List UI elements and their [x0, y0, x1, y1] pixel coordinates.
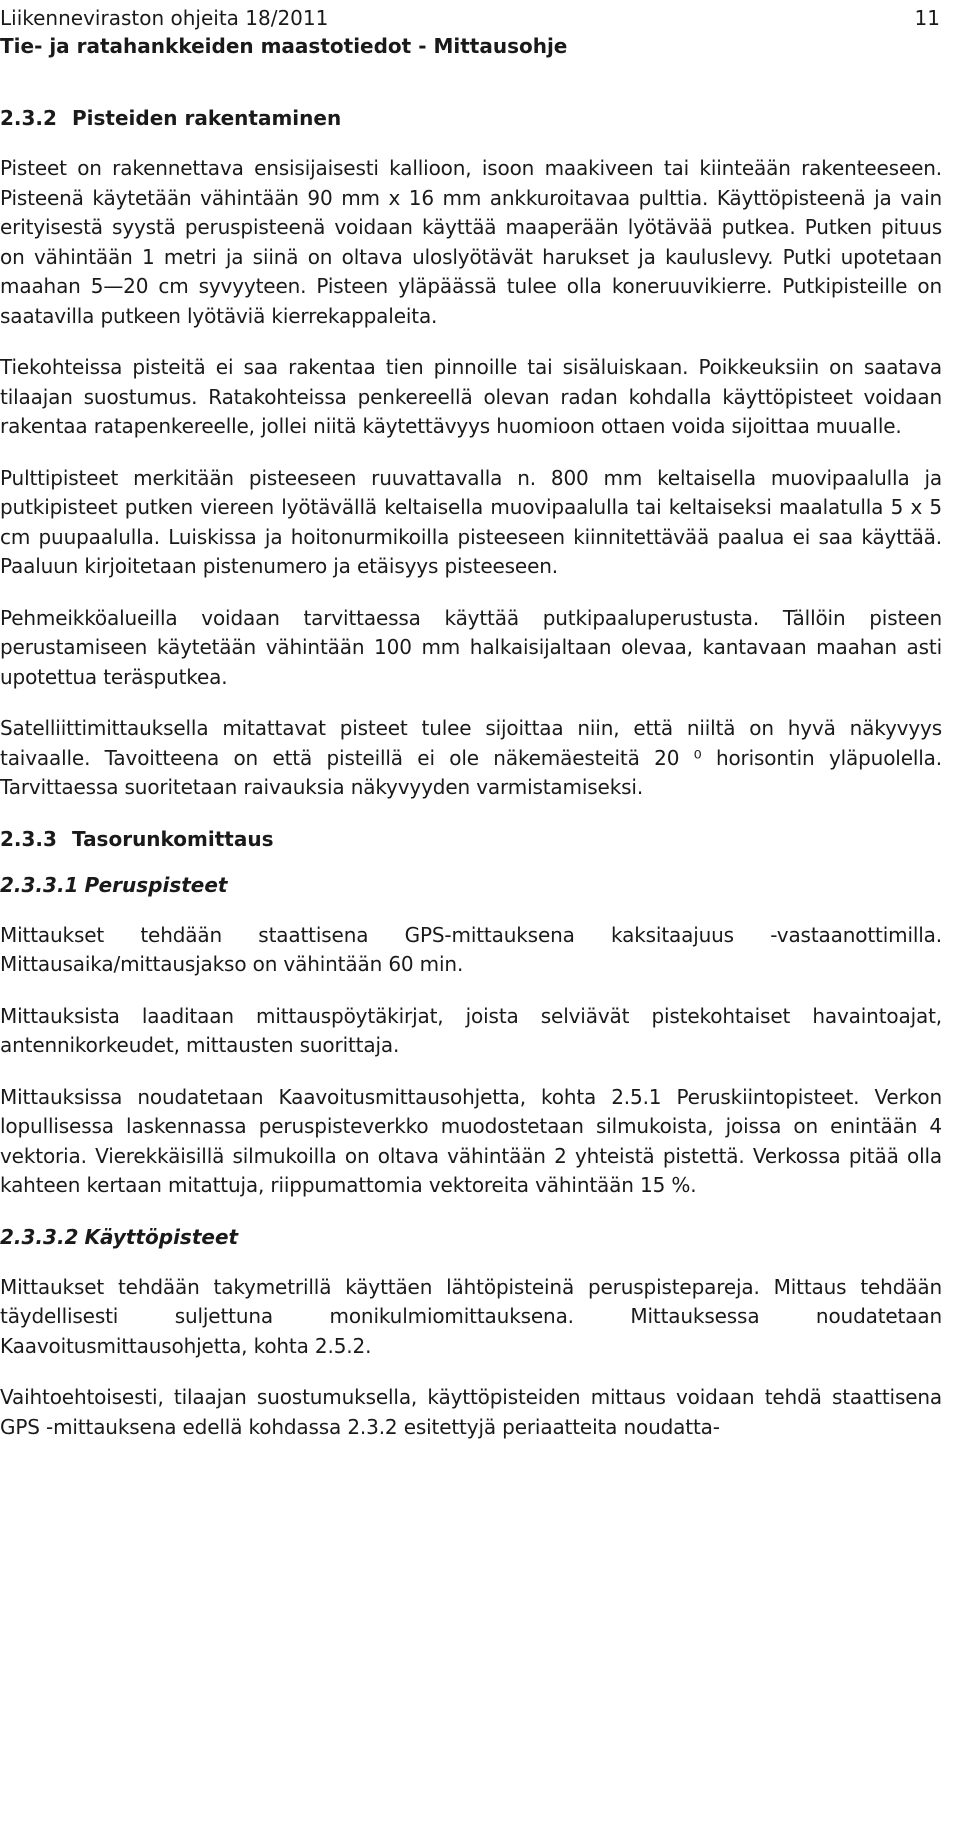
subsection-title: Käyttöpisteet [84, 1224, 239, 1249]
subsection-heading [0, 871, 942, 899]
section-title: Pisteiden rakentaminen [72, 106, 342, 130]
paragraph: Pisteet on rakennettava ensisijaisesti kallioon, isoon maakiveen tai kiinteään rakenteeseen. Pisteenä käytetään vähintään 90 mm x 16 mm ankkuroitavaa pulttia. Käyttöpisteenä ja vain erityisestä syystä peruspisteenä voidaan käyttää maaperään lyötävää putkea. Putken pituus on vähintään 1 metri ja siinä on oltava uloslyötävät harukset ja kauluslevy. Putki upotetaan maahan 5—20 cm syvyyteen. Pisteen yläpäässä tulee olla koneruuvikierre. Putkipisteille on saatavilla putkeen lyötäviä kierrekappaleita. [0, 156, 942, 328]
paragraph: Pehmeikköalueilla voidaan tarvittaessa käyttää putkipaaluperustusta. Tällöin pisteen perustamiseen käytetään vähintään 100 mm halkaisijaltaan olevaa, kantavaan maahan asti upotettua teräsputkea. [0, 605, 942, 689]
section-number: 2.3.3 [0, 826, 57, 851]
section-number: 2.3.2 [0, 106, 57, 130]
paragraph: Tiekohteissa pisteitä ei saa rakentaa tien pinnoille tai sisäluiskaan. Poikkeuksiin on saatava tilaajan suostumus. Ratakohteissa penkereellä olevan radan kohdalla käyttöpisteet voidaan rakentaa ratapenkereelle, jollei niitä käytettävyys huomioon ottaen voida sijoittaa muualle. [0, 355, 942, 438]
paragraph: Mittaukset tehdään takymetrillä käyttäen lähtöpisteinä peruspistepareja. Mittaus tehdään täydellisesti suljettuna monikulmiomittauksena. Mittauksessa noudatetaan Kaavoitusmittausohjetta, kohta 2.5.2. [0, 1274, 942, 1358]
section-title: Tasorunkomittaus [72, 826, 274, 851]
document-body [0, 104, 942, 1464]
paragraph: Satelliittimittauksella mitattavat pisteet tulee sijoittaa niin, että niiltä on hyvä näkyvyys taivaalle. Tavoitteena on että pisteillä ei ole näkemäesteitä 20 ⁰ horisontin yläpuolella. Tarvittaessa suoritetaan raivauksia näkyvyyden varmistamiseksi. [0, 716, 942, 799]
running-header [0, 4, 940, 60]
paragraph: Mittauksissa noudatetaan Kaavoitusmittausohjetta, kohta 2.5.1 Peruskiintopisteet. Verkon lopullisessa laskennassa peruspisteverkko muodostetaan silmukoista, joissa on enintään 4 vektoria. Vierekkäisillä silmukoilla on oltava vähintään 2 yhteistä pistettä. Verkossa pitää olla kahteen kertaan mitattuja, riippumattomia vektoreita vähintään 15 %. [0, 1084, 942, 1197]
paragraph: Vaihtoehtoisesti, tilaajan suostumuksella, käyttöpisteiden mittaus voidaan tehdä staattisena GPS -mittauksena edellä kohdassa 2.3.2 esitettyjä periaatteita noudatta- [0, 1385, 942, 1439]
paragraph: Mittaukset tehdään staattisena GPS-mittauksena kaksitaajuus -vastaanottimilla. Mittausaika/mittausjakso on vähintään 60 min. [0, 922, 942, 976]
page-number: 11 [914, 6, 940, 30]
paragraph: Mittauksista laaditaan mittauspöytäkirjat, joista selviävät pistekohtaiset havaintoajat, antennikorkeudet, mittausten suorittaja. [0, 1003, 942, 1057]
document-title: Tie- ja ratahankkeiden maastotiedot - Mittausohje [0, 34, 568, 58]
paragraph: Pulttipisteet merkitään pisteeseen ruuvattavalla n. 800 mm keltaisella muovipaalulla ja putkipisteet putken viereen lyötävällä keltaisella muovipaalulla tai keltaiseksi maalatulla 5 x 5 cm puupaalulla. Luiskissa ja hoitonurmikoilla pisteeseen kiinnitettävää paalua ei saa käyttää. Paaluun kirjoitetaan pistenumero ja etäisyys pisteeseen. [0, 465, 942, 578]
subsection-heading [0, 1223, 942, 1251]
section-heading [0, 825, 942, 853]
subsection-number: 2.3.3.2 [0, 1224, 79, 1249]
section-heading [0, 104, 942, 132]
subsection-title: Peruspisteet [84, 872, 228, 897]
publication-series: Liikenneviraston ohjeita 18/2011 [0, 6, 329, 30]
subsection-number: 2.3.3.1 [0, 872, 79, 897]
